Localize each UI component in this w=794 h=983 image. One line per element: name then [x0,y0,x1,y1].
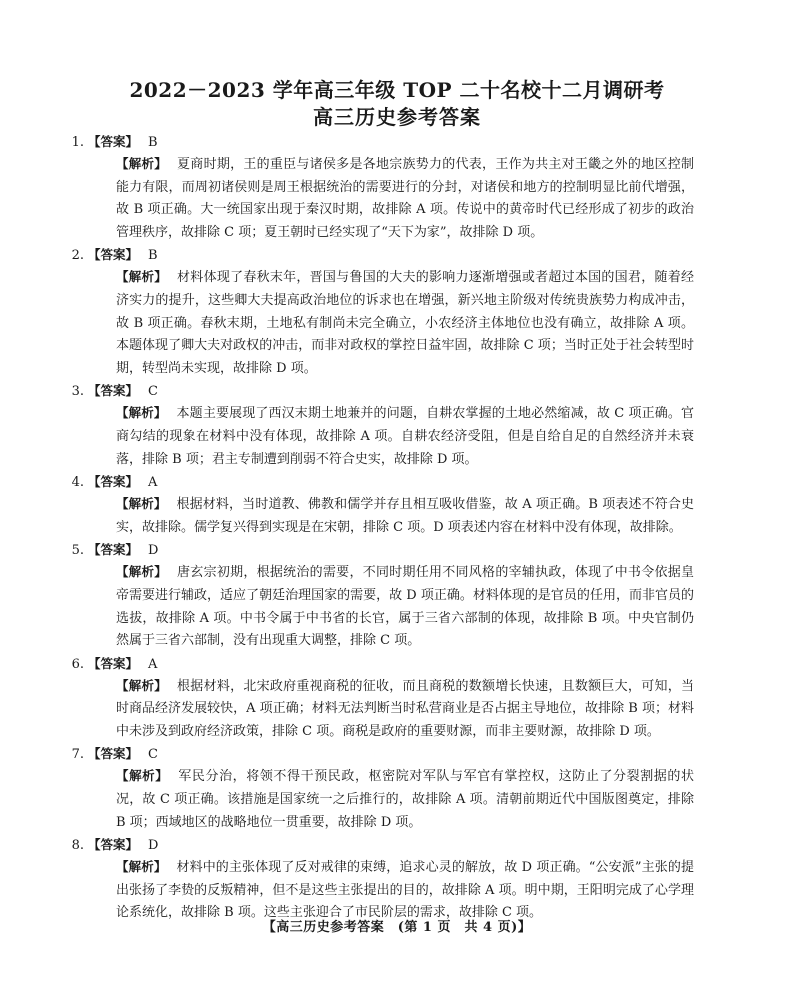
question-number: 4. [71,475,84,491]
answer-item-5 [71,539,694,652]
explanation-text: 根据材料，北宋政府重视商税的征收，而且商税的数额增长快速，且数额巨大，可知，当时商品经济发展较快，A 项正确；材料无法判断当时私营商业是否占据主导地位，故排除 B 项；材料中未涉及到政府经济政策，排除 C 项。商税是政府的重要财源，而非主要财源，故排除 D 项。 [116,678,694,739]
answer-label: 【答案】 [88,542,139,558]
answer-line [71,834,694,856]
question-number: 7. [71,747,84,763]
answer-value: C [148,747,158,763]
answer-line [71,471,694,493]
explanation-text: 根据材料，当时道教、佛教和儒学并存且相互吸收借鉴，故 A 项正确。B 项表述不符合史实，故排除。儒学复兴得到实现是在宋朝，排除 C 项。D 项表述内容在材料中没有体现，故排除。 [116,497,694,535]
answer-item-3 [71,380,694,471]
explanation-paragraph [116,266,694,380]
explanation-label: 【解析】 [116,768,169,784]
document-subtitle: 高三历史参考答案 [313,105,481,129]
answer-label: 【答案】 [88,746,139,762]
answer-line [71,653,694,675]
answer-value: C [148,384,158,400]
answer-value: D [148,838,159,854]
answer-list [71,131,694,925]
answer-label: 【答案】 [88,383,139,399]
explanation-paragraph [116,675,694,744]
answer-label: 【答案】 [88,247,139,263]
answer-item-6 [71,653,694,744]
answer-label: 【答案】 [88,837,139,853]
answer-item-1 [71,131,694,244]
answer-value: A [148,656,158,672]
answer-item-8 [71,834,694,925]
explanation-paragraph [116,153,694,244]
answer-value: D [148,543,159,559]
explanation-label: 【解析】 [116,859,167,875]
answer-label: 【答案】 [88,474,139,490]
page-footer: 【高三历史参考答案 (第 1 页 共 4 页)】 [262,920,532,935]
explanation-label: 【解析】 [116,156,168,171]
answer-item-2 [71,244,694,380]
explanation-text: 夏商时期，王的重臣与诸侯多是各地宗族势力的代表，王作为共主对王畿之外的地区控制能力有限，而周初诸侯则是周王根据统治的需要进行的分封，对诸侯和地方的控制明显比前代增强，故 B 项正确。大一统国家出现于秦汉时期，故排除 A 项。传说中的黄帝时代已经形成了初步的政治管理秩序，故排除 C 项；夏王朝时已经实现了“天下为家”，故排除 D 项。 [116,157,694,240]
answer-item-4 [71,471,694,539]
answer-line [71,380,694,402]
question-number: 3. [71,384,84,400]
explanation-paragraph [116,856,694,925]
explanation-paragraph [116,765,694,834]
explanation-label: 【解析】 [116,269,168,285]
explanation-paragraph [116,561,694,652]
answer-line [71,244,694,266]
explanation-label: 【解析】 [116,405,167,421]
answer-value: A [148,475,158,491]
explanation-text: 材料中的主张体现了反对戒律的束缚，追求心灵的解放，故 D 项正确。“公安派”主张的提出张扬了李贽的反叛精神，但不是这些主张提出的目的，故排除 A 项。明中期，王阳明完成了心学理论系统化，故排除 B 项。这些主张迎合了市民阶层的需求，故排除 C 项。 [116,860,694,921]
answer-value: B [148,135,158,150]
question-number: 2. [71,248,84,264]
answer-line [71,539,694,561]
answer-line [71,131,694,153]
explanation-text: 本题主要展现了西汉末期土地兼并的问题，自耕农掌握的土地必然缩减，故 C 项正确。官商勾结的现象在材料中没有体现，故排除 A 项。自耕农经济受阻，但是自给自足的自然经济并未衰落，排除 B 项；君主专制遭到削弱不符合史实，故排除 D 项。 [116,406,694,467]
explanation-text: 唐玄宗初期，根据统治的需要，不同时期任用不同风格的宰辅执政，体现了中书令依据皇帝需要进行辅政，适应了朝廷治理国家的需要，故 D 项正确。材料体现的是官员的任用，而非官员的选拔，故排除 A 项。中书令属于中书省的长官，属于三省六部制的体现，故排除 B 项。中央官制仍然属于三省六部制，没有出现重大调整，排除 C 项。 [116,565,694,649]
explanation-label: 【解析】 [116,677,168,693]
explanation-text: 材料体现了春秋末年，晋国与鲁国的大夫的影响力逐渐增强或者超过本国的国君，随着经济实力的提升，这些卿大夫提高政治地位的诉求也在增强，新兴地主阶级对传统贵族势力构成冲击，故 B 项正确。春秋末期，土地私有制尚未完全确立，小农经济主体地位也没有确立，故排除 A 项。本题体现了卿大夫对政权的冲击，而非对政权的掌控日益牢固，故排除 C 项；当时正处于社会转型时期，转型尚未实现，故排除 D 项。 [116,270,694,376]
document-title: 2022－2023 学年高三年级 TOP 二十名校十二月调研考 [129,78,665,102]
question-number: 6. [71,656,84,672]
explanation-label: 【解析】 [116,496,167,512]
answer-label: 【答案】 [88,134,139,149]
question-number: 5. [71,543,84,559]
explanation-text: 军民分治，将领不得干预民政，枢密院对军队与军官有掌控权，这防止了分裂割据的状况，故 C 项正确。该措施是国家统一之后推行的，故排除 A 项。清朝前期近代中国版图奠定，排除 B 项；西域地区的战略地位一贯重要，故排除 D 项。 [116,769,694,830]
answer-value: B [148,248,158,264]
explanation-paragraph [116,402,694,471]
answer-label: 【答案】 [88,655,139,671]
answer-line [71,743,694,765]
question-number: 1. [71,135,84,150]
explanation-label: 【解析】 [116,564,168,580]
answer-item-7 [71,743,694,834]
question-number: 8. [71,838,84,854]
explanation-paragraph [116,493,694,539]
